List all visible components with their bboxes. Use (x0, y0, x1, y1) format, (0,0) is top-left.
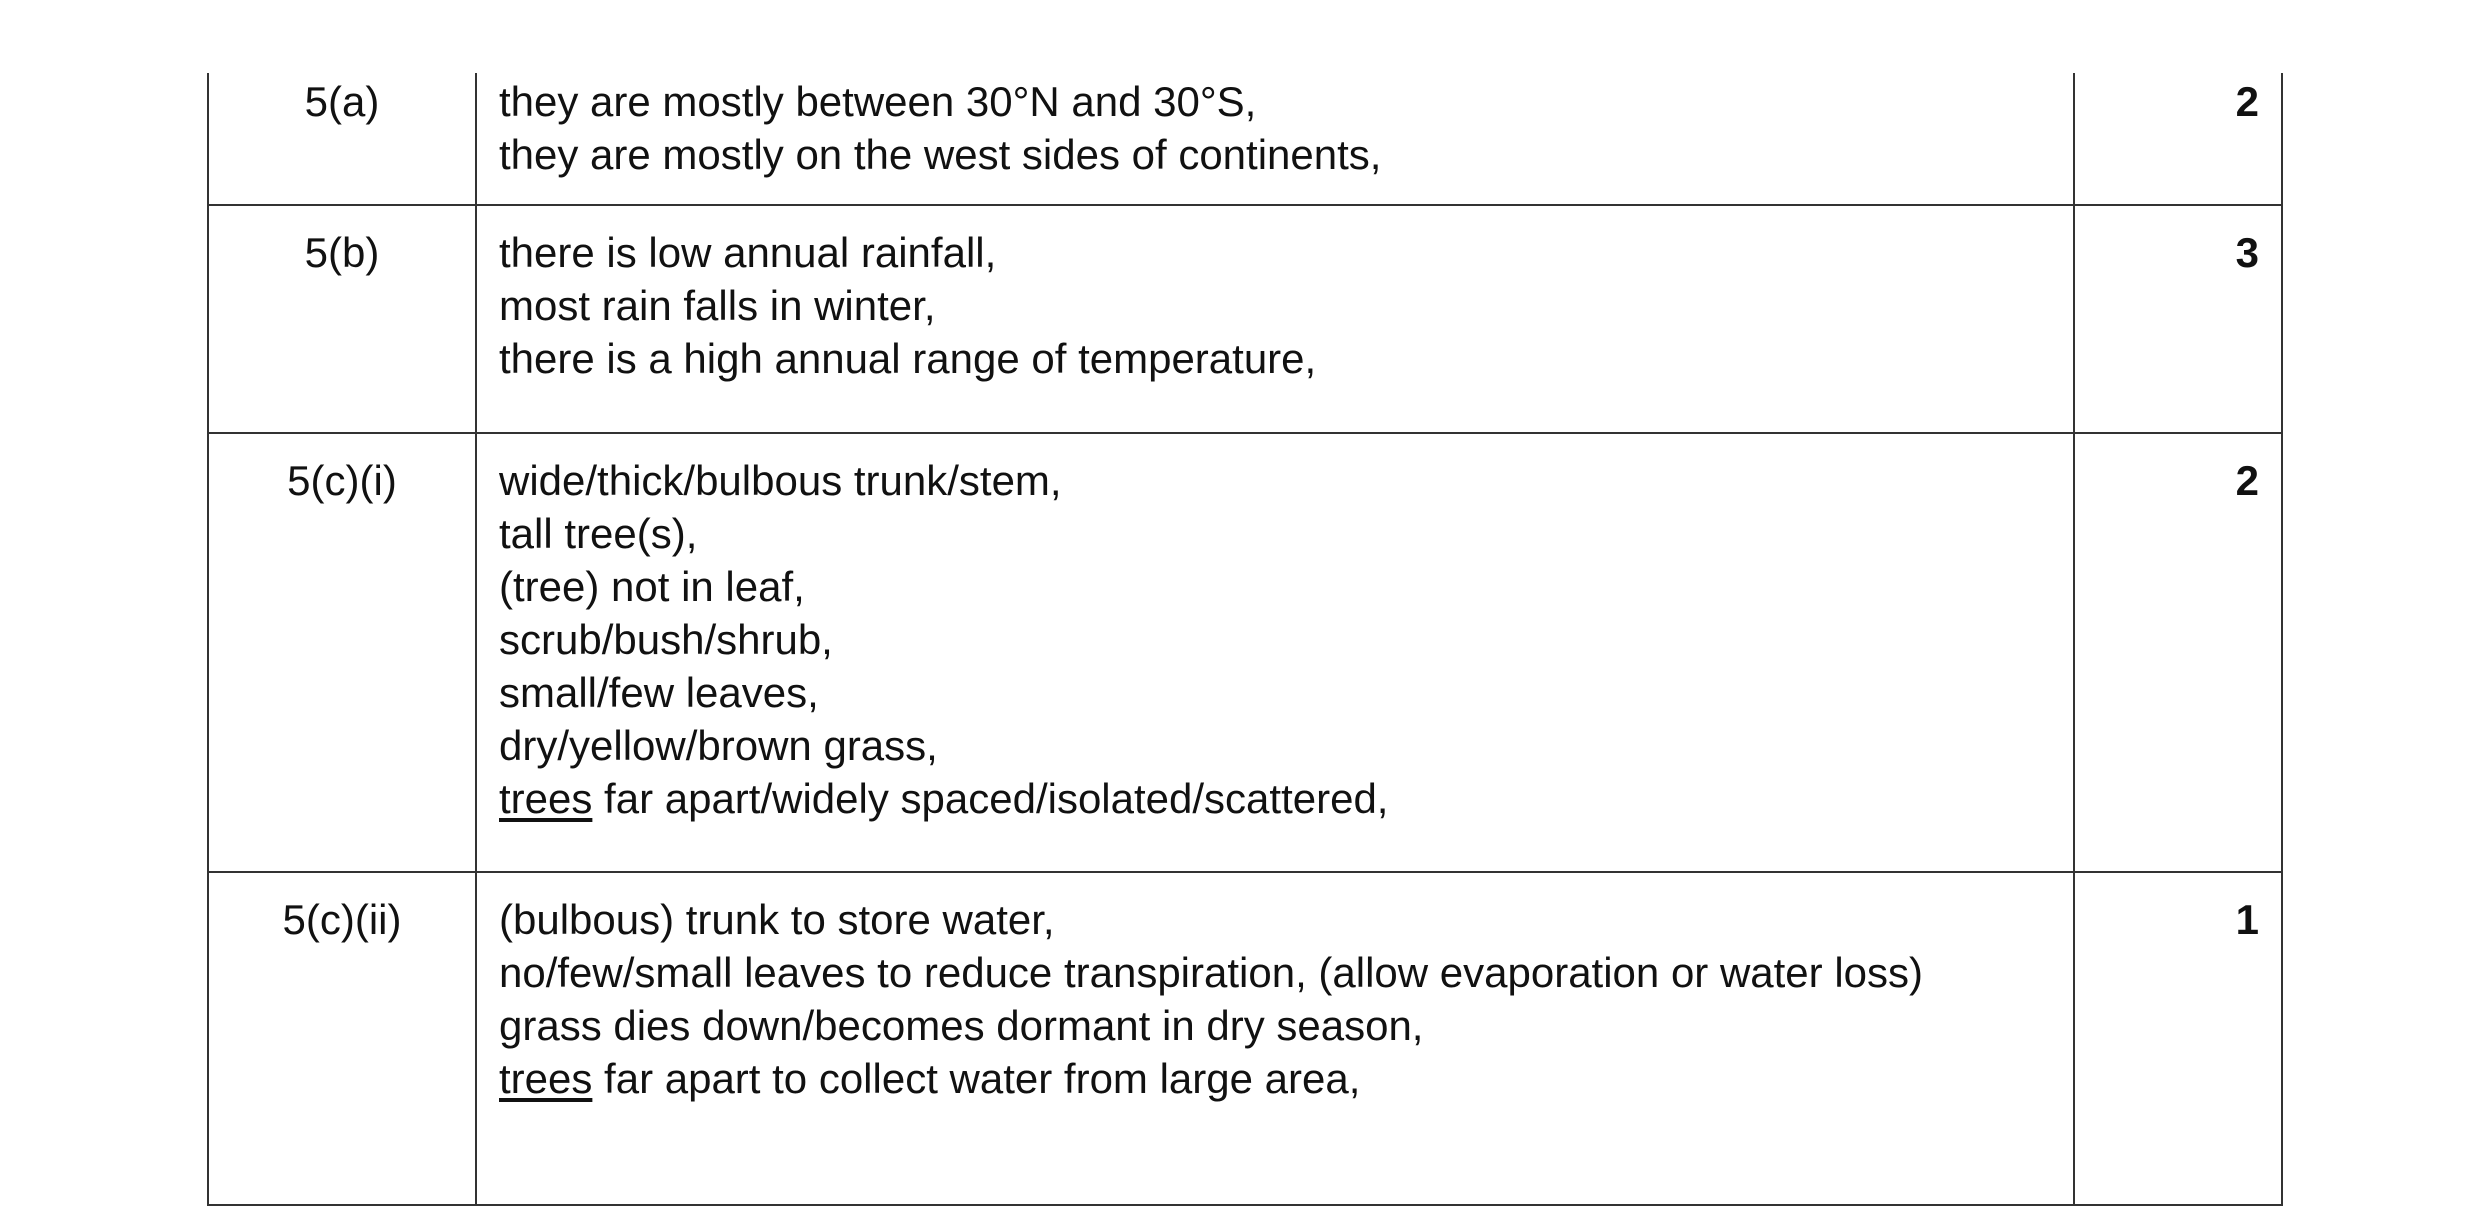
question-number: 5(b) (208, 205, 476, 433)
answer-line: tall tree(s), (499, 510, 698, 557)
table-row (208, 872, 2282, 1205)
table-row (208, 73, 2282, 205)
underlined-keyword: trees (499, 775, 593, 822)
answer-line: most rain falls in winter, (499, 282, 936, 329)
mark-scheme-table (207, 73, 2283, 1206)
answer-line: (bulbous) trunk to store water, (499, 896, 1055, 943)
answer-cell (476, 73, 2074, 205)
answer-line: scrub/bush/shrub, (499, 616, 833, 663)
answer-line (499, 772, 2053, 825)
table-row (208, 205, 2282, 433)
mark-scheme-page (207, 73, 2281, 1206)
answer-cell (476, 872, 2074, 1205)
answer-line: there is a high annual range of temperature, (499, 335, 1317, 382)
question-number: 5(a) (208, 73, 476, 205)
answer-line-rest: far apart/widely spaced/isolated/scattered, (592, 775, 1389, 822)
answer-line (499, 1052, 2053, 1105)
answer-line: wide/thick/bulbous trunk/stem, (499, 457, 1062, 504)
answer-line: small/few leaves, (499, 669, 819, 716)
marks-value: 2 (2074, 73, 2282, 205)
answer-cell (476, 205, 2074, 433)
answer-cell (476, 433, 2074, 872)
answer-line: dry/yellow/brown grass, (499, 722, 938, 769)
answer-line-rest: far apart to collect water from large area, (592, 1055, 1361, 1102)
answer-line: (tree) not in leaf, (499, 563, 805, 610)
underlined-keyword: trees (499, 1055, 593, 1102)
marks-value: 2 (2074, 433, 2282, 872)
answer-line: they are mostly between 30°N and 30°S, (499, 78, 1257, 125)
question-number: 5(c)(ii) (208, 872, 476, 1205)
answer-line: there is low annual rainfall, (499, 229, 997, 276)
question-number: 5(c)(i) (208, 433, 476, 872)
table-row (208, 433, 2282, 872)
answer-line: grass dies down/becomes dormant in dry season, (499, 1002, 1424, 1049)
answer-line: no/few/small leaves to reduce transpiration, (allow evaporation or water loss) (499, 949, 1924, 996)
marks-value: 3 (2074, 205, 2282, 433)
answer-line: they are mostly on the west sides of continents, (499, 131, 1382, 178)
marks-value: 1 (2074, 872, 2282, 1205)
